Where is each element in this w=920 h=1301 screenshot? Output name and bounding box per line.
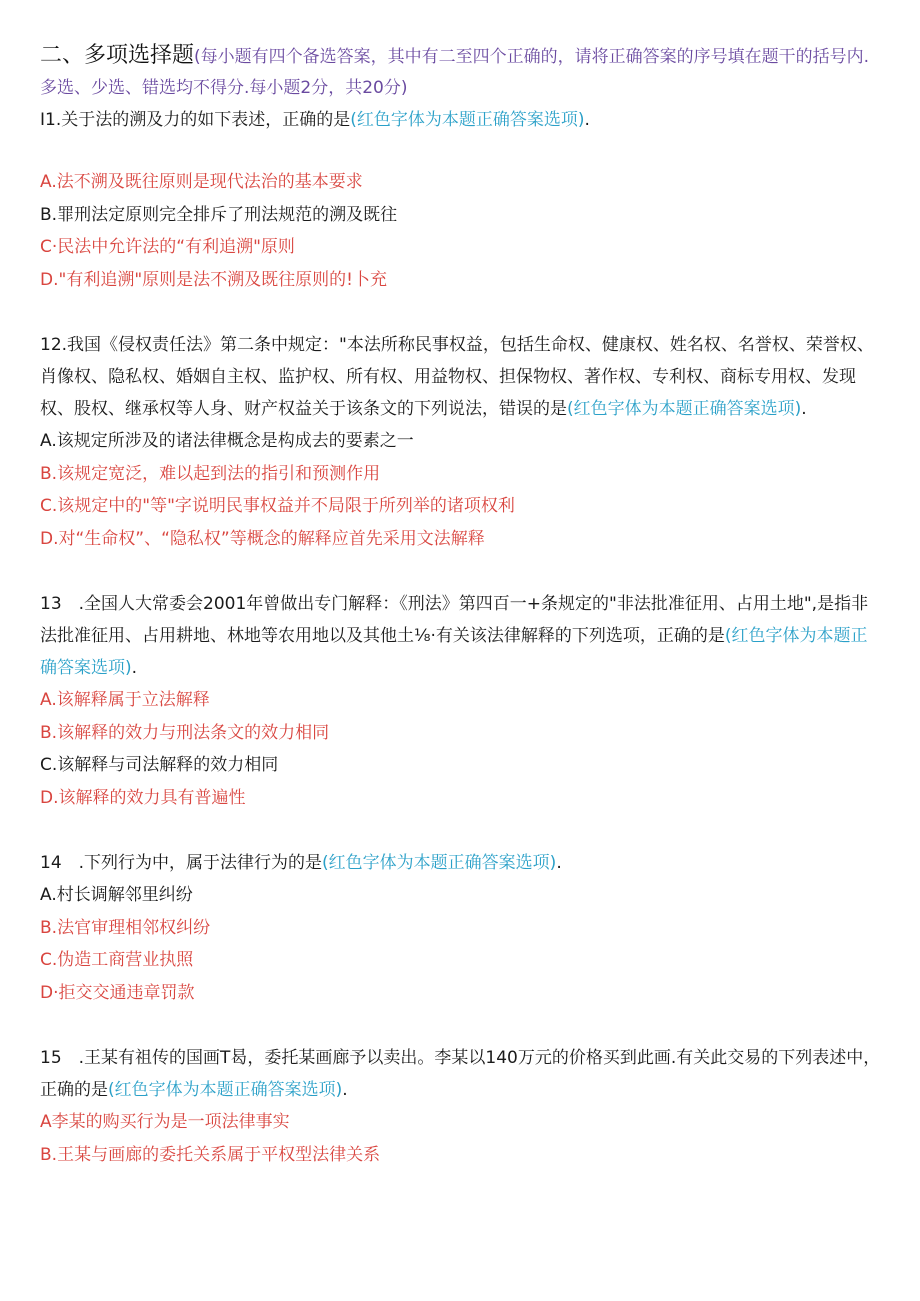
stem-spacer (40, 136, 882, 166)
question-gap (40, 296, 882, 329)
option: B.罪刑法定原则完全排斥了刑法规范的溯及既往 (40, 204, 398, 225)
option: A.该规定所涉及的诸法律概念是构成去的要素之一 (40, 431, 414, 451)
answer-hint: (红色字体为本题正确答案选项) (40, 626, 868, 678)
option: C.该解释与司法解释的效力相同 (40, 755, 279, 775)
question-stem (40, 588, 882, 684)
question-tail: . (556, 853, 562, 873)
question-tail: . (801, 399, 807, 419)
answer-hint: (红色字体为本题正确答案选项) (322, 853, 557, 873)
question-tail: . (131, 658, 138, 678)
question-gap (40, 814, 882, 847)
question-text: 15 .王某有祖传的国画T曷，委托某画廊予以卖出。李某以140万元的价格买到此画.有关此交易的下列表述中，正确的是 (40, 1048, 881, 1100)
option-correct: A.该解释属于立法解释 (40, 690, 210, 710)
option-correct: C·民法中允许法的“有利追溯"原则 (40, 237, 295, 257)
question-block (40, 104, 882, 296)
section-title: 二、多项选择题 (40, 43, 195, 68)
question-block (40, 329, 882, 555)
section-instructions: (每小题有四个备选答案，其中有二至四个正确的，请将正确答案的序号填在题干的括号内.多选、少选、错选均不得分.每小题2分，共20分) (40, 47, 870, 98)
question-text: 12.我国《侵权责任法》第二条中规定："本法所称民事权益，包括生命权、健康权、姓名权、名誉权、荣誉权、肖像权、隐私权、婚姻自主权、监护权、所有权、用益物权、担保物权、著作权、专利权、商标专用权、发现权、股权、继承权等人身、财产权益关于该条文的下列说法，错误的是 (40, 335, 874, 419)
option-correct: D·拒交交通违章罚款 (40, 982, 195, 1003)
question-block (40, 588, 882, 814)
question-gap (40, 555, 882, 588)
question-block (40, 847, 882, 1009)
answer-hint: (红色字体为本题正确答案选项) (350, 110, 585, 130)
question-text: 14 .下列行为中，属于法律行为的是 (40, 853, 323, 873)
answer-hint: (红色字体为本题正确答案选项) (567, 399, 802, 419)
option-correct: B.该解释的效力与刑法条文的效力相同 (40, 722, 330, 743)
question-block (40, 1042, 882, 1171)
question-stem (40, 1042, 882, 1106)
question-stem (40, 104, 882, 136)
option-correct: B.该规定宽泛，难以起到法的指引和预测作用 (40, 463, 381, 484)
option-correct: D."有利追溯"原则是法不溯及既往原则的!卜充 (40, 269, 387, 290)
question-text: I1.关于法的溯及力的如下表述，正确的是 (40, 110, 351, 130)
question-stem (40, 847, 882, 879)
question-text: 13 .全国人大常委会2001年曾做出专门解释：《刑法》第四百一+条规定的"非法批准征用、占用土地",是指非法批准征用、占用耕地、林地等农用地以及其他土⅛·有关该法律解释的下列选项，正确的是 (40, 594, 869, 646)
option-correct: C.伪造工商营业执照 (40, 950, 194, 970)
option-correct: D.该解释的效力具有普遍性 (40, 787, 246, 808)
question-gap (40, 1009, 882, 1042)
option-correct: B.法官审理相邻权纠纷 (40, 917, 211, 938)
question-list (40, 104, 882, 1171)
section-heading (40, 40, 882, 104)
option-correct: C.该规定中的"等"字说明民事权益并不局限于所列举的诸项权利 (40, 496, 515, 516)
option: A.村长调解邻里纠纷 (40, 885, 193, 905)
answer-hint: (红色字体为本题正确答案选项) (108, 1080, 343, 1100)
question-stem (40, 329, 882, 425)
option-correct: A李某的购买行为是一项法律事实 (40, 1112, 290, 1132)
option-correct: A.法不溯及既往原则是现代法治的基本要求 (40, 172, 363, 192)
option-correct: D.对“生命权”、“隐私权”等概念的解释应首先采用文法解释 (40, 528, 485, 549)
question-tail: . (342, 1080, 348, 1100)
question-tail: . (584, 110, 590, 130)
option-correct: B.王某与画廊的委托关系属于平权型法律关系 (40, 1144, 381, 1165)
